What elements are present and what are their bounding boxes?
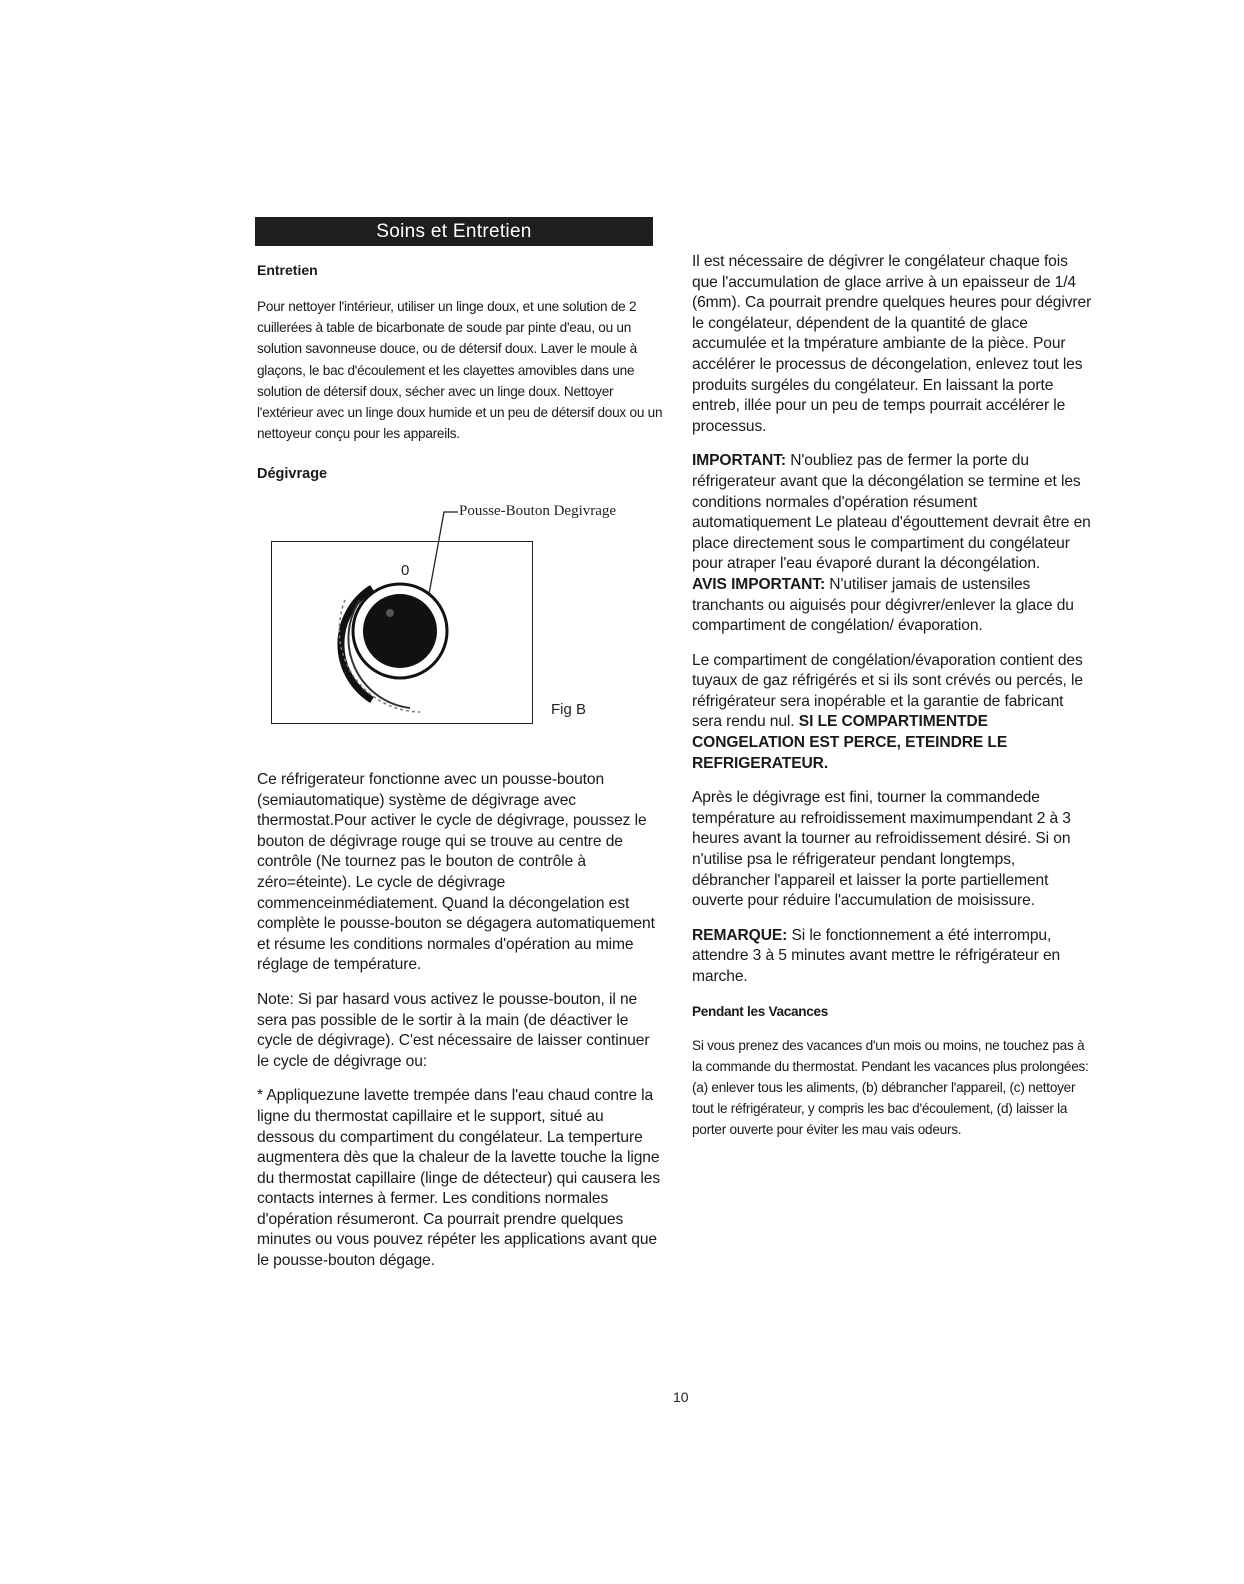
remarque-label: REMARQUE: bbox=[692, 926, 788, 944]
dial-zero-mark: 0 bbox=[401, 562, 410, 579]
vacances-heading: Pendant les Vacances bbox=[692, 1003, 829, 1019]
right-column bbox=[692, 252, 1096, 1141]
important-paragraph bbox=[692, 451, 1096, 575]
remarque-text: Si le fonctionnement a été interrompu, attendre 3 à 5 minutes avant mettre le réfrigérateur en marche. bbox=[692, 926, 1061, 985]
page-number: 10 bbox=[673, 1389, 689, 1405]
compartiment-text: Le compartiment de congélation/évaporation contient des tuyaux de gaz réfrigérés et si ils sont crévés ou percés, le réfrigérateur sera inopérable et la garantie de fabricant sera rendu nul. bbox=[692, 651, 1083, 731]
right-paragraph-1: Il est nécessaire de dégivrer le congélateur chaque fois que l'accumulation de glace arrive à un epaisseur de 1/4 (6mm). Ca pourrait prendre quelques heures pour dégivrer le congélateur, dépendent de la quantité de glace accumulée et la tmpérature ambiante de la pièce. Pour accélérer le processus de décongelation, enlevez tout les produits surgéles du congélateur. En laissant la porte entreb, illée pour un peu de temps pourrait accélérer le processus. bbox=[692, 253, 1092, 435]
entretien-heading: Entretien bbox=[257, 262, 318, 278]
entretien-paragraph: Pour nettoyer l'intérieur, utiliser un linge doux, et une solution de 2 cuillerées à table de bicarbonate de soude par pinte d'eau, ou un solution savonneuse douce, ou de détersif doux. Laver le moule à glaçons, le bac d'écoulement et les clayettes amovibles dans une solution de détersif doux, sécher avec un linge doux. Nettoyer l'extérieur avec un linge doux humide et un peu de détersif doux ou un nettoyeur conçu pour les appareils. bbox=[257, 299, 663, 442]
degivrage-paragraph-1: Ce réfrigerateur fonctionne avec un pousse-bouton (semiautomatique) système de dégivrage avec thermostat.Pour activer le cycle de dégivrage, poussez le bouton de dégivrage rouge qui se trouve au centre de contrôle (Ne tournez pas le bouton de contrôle à zéro=éteinte). Le cycle de dégivrage commenceinmédiatement. Quand la décongelation est complète le pousse-bouton se dégagera automatiquement et résume les conditions normales d'opération au mime réglage de température. bbox=[257, 771, 655, 974]
degivrage-instructions: * Appliquezune lavette trempée dans l'eau chaud contre la ligne du thermostat capillaire et le support, situé au dessous du compartiment du congélateur. La temperture augmentera dès que la chaleur de la lavette touche la ligne du thermostat capillaire (linge de détecteur) qui causera les contacts internes à fermer. Les conditions normales d'opération résumeront. Ca pourrait prendre quelques minutes ou vous pouvez répéter les applications avant que le pousse-bouton dégage. bbox=[257, 1087, 661, 1270]
remarque-paragraph bbox=[692, 926, 1096, 988]
apres-degivrage-paragraph: Après le dégivrage est fini, tourner la commandede température au refroidissement maximumpendant 2 à 3 heures avant la tourner au refroidissement désiré. Si on n'utilise psa le réfrigerateur pendant longtemps, débrancher l'appareil et laisser la porte partiellement ouverte pour réduire l'accumulation de moisissure. bbox=[692, 789, 1071, 910]
left-column-lower bbox=[257, 770, 665, 1272]
important-text: N'oubliez pas de fermer la porte du réfrigerateur avant que la décongélation se termine et les conditions normales d'opération résument automatiquement Le plateau d'égouttement devrait être en place directement sous le compartiment du congélateur pour atraper l'eau évaporé durant la décongélation. bbox=[692, 452, 1091, 573]
avis-text: N'utiliser jamais de ustensiles tranchants ou aiguisés pour dégivrer/enlever la glace du compartiment de congélation/ évaporation. bbox=[692, 575, 1074, 635]
degivrage-heading: Dégivrage bbox=[257, 466, 328, 483]
degivrage-note: Note: Si par hasard vous activez le pousse-bouton, il ne sera pas possible de le sortir à la main (de déactiver le cycle de dégivrage). C'est nécessaire de laisser continuer le cycle de dégivrage ou: bbox=[257, 990, 650, 1070]
left-column bbox=[257, 262, 665, 482]
avis-label: AVIS IMPORTANT: bbox=[692, 575, 826, 593]
compartiment-paragraph bbox=[692, 651, 1096, 775]
section-banner: Soins et Entretien bbox=[255, 217, 653, 246]
avis-paragraph bbox=[692, 575, 1096, 637]
figure-label: Fig B bbox=[551, 701, 587, 718]
vacances-paragraph: Si vous prenez des vacances d'un mois ou moins, ne touchez pas à la commande du thermostat. Pendant les vacances plus prolongées: (a) enlever tous les aliments, (b) débrancher l'appareil, (c) nettoyer tout le réfrigérateur, y compris les bac d'écoulement, (d) laisser la porter ouverte pour éviter les mau vais odeurs. bbox=[692, 1037, 1089, 1138]
compartiment-warning: SI LE COMPARTIMENTDE CONGELATION EST PERCE, ETEINDRE LE REFRIGERATEUR. bbox=[692, 713, 1008, 772]
figure-callout-label: Pousse-Bouton Degivrage bbox=[459, 503, 617, 519]
important-label: IMPORTANT: bbox=[692, 452, 786, 470]
